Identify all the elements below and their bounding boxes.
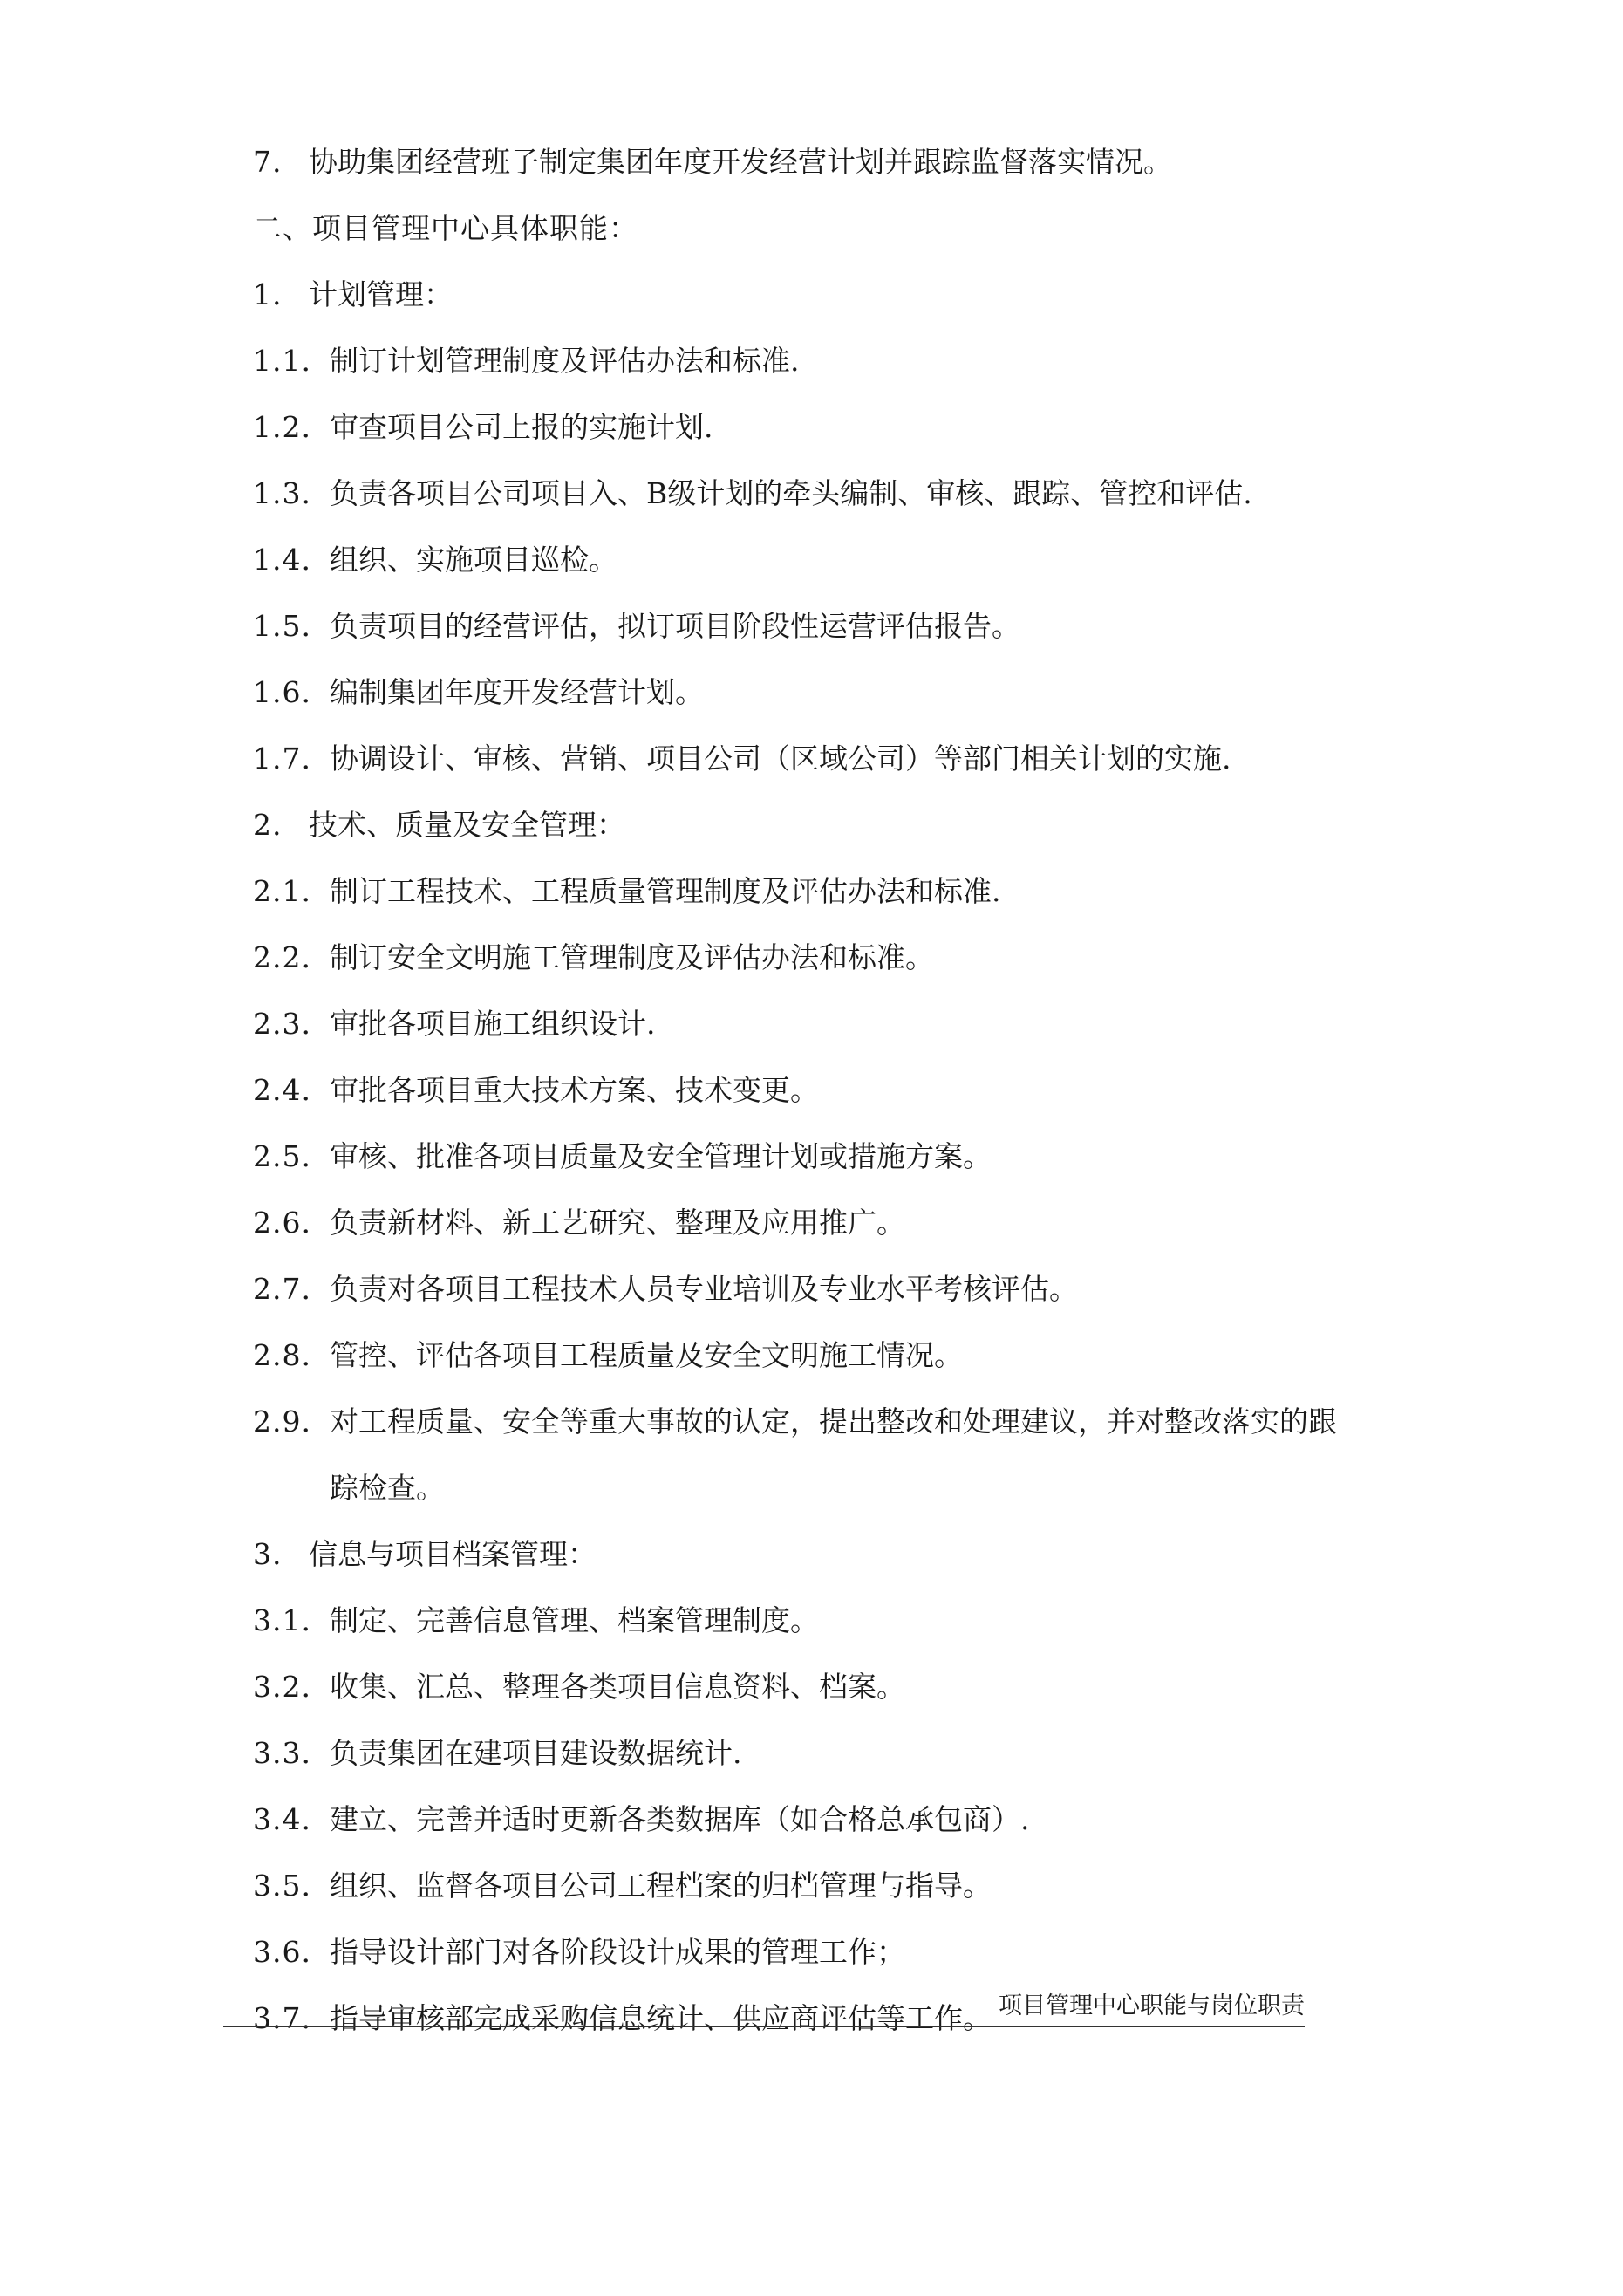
list-item <box>253 1331 1439 1397</box>
item-text: 协调设计、审核、营销、项目公司（区域公司）等部门相关计划的实施. <box>330 741 1231 776</box>
item-number: 1. <box>253 277 283 311</box>
item-number: 1.3. <box>253 476 311 510</box>
item-number: 2.8. <box>253 1338 311 1372</box>
item-text: 计划管理： <box>309 277 453 311</box>
list-item <box>253 668 1439 735</box>
list-item <box>253 933 1439 1000</box>
item-text: 负责新材料、新工艺研究、整理及应用推广。 <box>330 1206 905 1240</box>
list-item <box>253 1596 1439 1663</box>
item-text: 制订工程技术、工程质量管理制度及评估办法和标准. <box>330 874 1001 908</box>
list-item <box>253 270 1439 337</box>
section-heading <box>253 204 1439 270</box>
item-text: 组织、实施项目巡检。 <box>330 543 617 577</box>
item-text: 收集、汇总、整理各类项目信息资料、档案。 <box>330 1670 905 1704</box>
item-number: 3.3. <box>253 1736 311 1770</box>
item-number: 1.4. <box>253 543 311 577</box>
list-item <box>253 1132 1439 1199</box>
list-item <box>253 1000 1439 1066</box>
item-number: 1.5. <box>253 609 311 643</box>
item-text: 负责各项目公司项目入、B级计划的牵头编制、审核、跟踪、管控和评估. <box>330 476 1252 510</box>
item-number: 3.5. <box>253 1869 311 1903</box>
list-item <box>253 1795 1439 1862</box>
item-number: 3.2. <box>253 1670 311 1704</box>
list-item <box>253 867 1439 933</box>
list-item <box>253 138 1439 204</box>
item-text: 建立、完善并适时更新各类数据库（如合格总承包商）. <box>330 1802 1030 1836</box>
item-number: 2.5. <box>253 1139 311 1173</box>
item-number: 1.1. <box>253 344 311 378</box>
item-text: 审批各项目施工组织设计. <box>330 1007 656 1041</box>
item-number: 2.7. <box>253 1272 311 1306</box>
item-text: 协助集团经营班子制定集团年度开发经营计划并跟踪监督落实情况。 <box>309 145 1172 179</box>
item-number: 2.2. <box>253 940 311 974</box>
content-body <box>253 138 1439 2060</box>
item-text: 踪检查。 <box>330 1471 445 1505</box>
item-text: 制订安全文明施工管理制度及评估办法和标准。 <box>330 940 934 974</box>
item-text: 负责集团在建项目建设数据统计. <box>330 1736 742 1770</box>
item-text: 编制集团年度开发经营计划。 <box>330 675 704 709</box>
item-number: 2.1. <box>253 874 311 908</box>
list-item <box>253 1265 1439 1331</box>
item-number: 3.1. <box>253 1603 311 1637</box>
list-item <box>253 536 1439 602</box>
item-number: 3.4. <box>253 1802 311 1836</box>
list-item <box>253 1530 1439 1596</box>
item-text: 信息与项目档案管理： <box>309 1537 597 1571</box>
item-number: 1.2. <box>253 410 311 444</box>
item-number: 2.4. <box>253 1073 311 1107</box>
list-item <box>253 1066 1439 1132</box>
list-item <box>253 735 1439 801</box>
item-text: 负责对各项目工程技术人员专业培训及专业水平考核评估。 <box>330 1272 1078 1306</box>
item-text: 制订计划管理制度及评估办法和标准. <box>330 344 800 378</box>
footer-title: 项目管理中心职能与岗位职责 <box>999 1992 1305 2019</box>
item-text: 负责项目的经营评估，拟订项目阶段性运营评估报告。 <box>330 609 1020 643</box>
item-number: 7. <box>253 145 283 179</box>
list-item <box>253 337 1439 403</box>
list-item <box>253 1862 1439 1928</box>
list-item <box>253 1199 1439 1265</box>
item-number: 3.7. <box>253 2001 311 2035</box>
item-text: 对工程质量、安全等重大事故的认定，提出整改和处理建议，并对整改落实的跟 <box>330 1404 1337 1438</box>
item-text: 审批各项目重大技术方案、技术变更。 <box>330 1073 819 1107</box>
section-heading-text: 二、项目管理中心具体职能： <box>253 211 638 245</box>
list-item <box>253 1729 1439 1795</box>
item-number: 2.3. <box>253 1007 311 1041</box>
list-item <box>253 469 1439 536</box>
list-item <box>253 1928 1439 1994</box>
list-item <box>253 1397 1439 1464</box>
list-item <box>253 602 1439 668</box>
item-number: 2. <box>253 808 283 842</box>
page-footer <box>223 1991 1305 2027</box>
list-item-continuation <box>253 1464 1439 1530</box>
item-number: 2.9. <box>253 1404 311 1438</box>
list-item <box>253 801 1439 867</box>
item-text: 指导审核部完成采购信息统计、供应商评估等工作。 <box>330 2001 992 2035</box>
item-text: 制定、完善信息管理、档案管理制度。 <box>330 1603 819 1637</box>
item-number: 3.6. <box>253 1935 311 1969</box>
item-text: 指导设计部门对各阶段设计成果的管理工作； <box>330 1935 905 1969</box>
item-number: 3. <box>253 1537 283 1571</box>
item-text: 组织、监督各项目公司工程档案的归档管理与指导。 <box>330 1869 992 1903</box>
item-text: 管控、评估各项目工程质量及安全文明施工情况。 <box>330 1338 963 1372</box>
list-item <box>253 1663 1439 1729</box>
item-number: 1.7. <box>253 741 311 776</box>
item-text: 技术、质量及安全管理： <box>309 808 625 842</box>
item-number: 2.6. <box>253 1206 311 1240</box>
item-text: 审查项目公司上报的实施计划. <box>330 410 713 444</box>
item-text: 审核、批准各项目质量及安全管理计划或措施方案。 <box>330 1139 992 1173</box>
list-item <box>253 403 1439 469</box>
item-number: 1.6. <box>253 675 311 709</box>
